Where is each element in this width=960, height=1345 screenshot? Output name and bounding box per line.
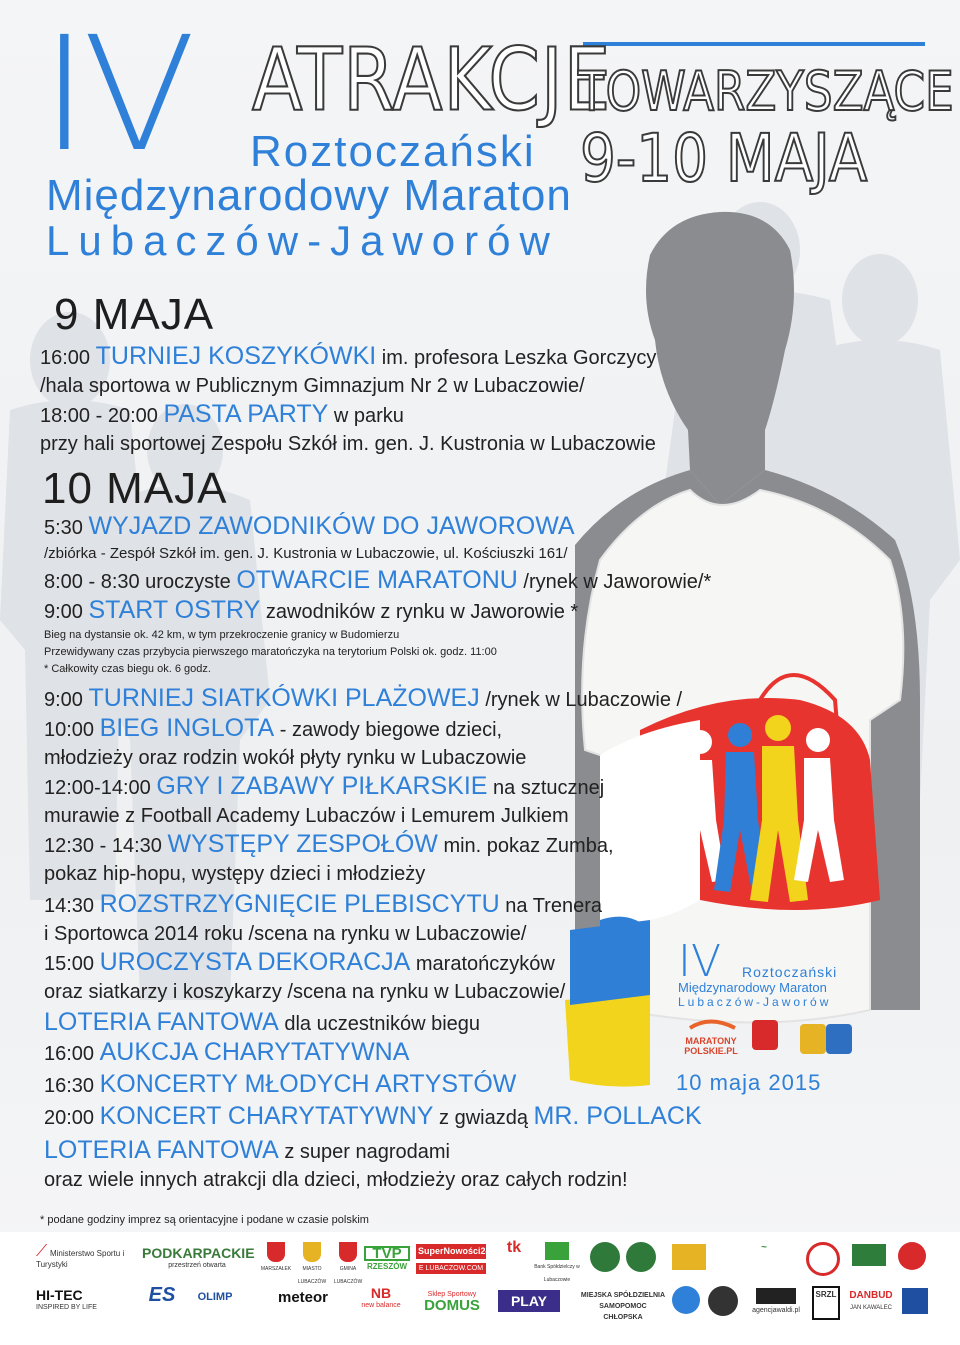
partner-badge-6 xyxy=(898,1242,926,1270)
race-note: Bieg na dystansie ok. 42 km, w tym przekroczenie granicy w Budomierzu xyxy=(44,629,400,641)
shirt-line1: Roztoczański xyxy=(742,964,838,980)
hitec-logo: HI-TEC INSPIRED BY LIFE xyxy=(36,1287,97,1311)
schedule-line: i Sportowca 2014 roku /scena na rynku w Lubaczowie/ xyxy=(44,923,527,945)
partner-badge-1 xyxy=(590,1242,620,1272)
schedule-line: 20:00 KONCERT CHARYTATYWNY z gwiazdą MR. POLLACK xyxy=(44,1102,702,1130)
ukraine-ribbon-yellow xyxy=(565,990,650,1087)
schedule-line: 16:00 TURNIEJ KOSZYKÓWKI im. profesora Leszka Gorczycy xyxy=(40,342,657,370)
race-note: * Całkowity czas biegu ok. 6 godz. xyxy=(44,663,211,675)
meteor-logo: meteor xyxy=(277,1289,329,1306)
schedule-line: 10:00 BIEG INGLOTA - zawody biegowe dzieci, xyxy=(44,714,503,742)
partner-badge-5 xyxy=(852,1244,886,1266)
maratony-text: MARATONY POLSKIE.PL xyxy=(684,1036,738,1056)
title-atrakcje: ATRAKCJE xyxy=(252,30,612,131)
schedule-line: pokaz hip-hopu, występy dzieci i młodzieży xyxy=(44,863,426,885)
es-logo: ES xyxy=(148,1284,176,1306)
partner-badge-8 xyxy=(708,1286,738,1316)
tvp-rzeszow-logo: TVP RZESZÓW xyxy=(364,1246,410,1272)
schedule-line: /zbiórka - Zespół Szkół im. gen. J. Kustronia w Lubaczowie, ul. Kościuszki 161/ xyxy=(44,545,568,562)
schedule-line: 12:00-14:00 GRY I ZABAWY PIŁKARSKIE na sztucznej xyxy=(44,772,605,800)
schedule-line: 12:30 - 14:30 WYSTĘPY ZESPOŁÓW min. pokaz Zumba, xyxy=(44,830,614,858)
schedule-line: 5:30 WYJAZD ZAWODNIKÓW DO JAWOROWA xyxy=(44,512,575,540)
event-dates: 9-10 MAJA xyxy=(580,120,868,197)
title-towarzyszace: TOWARZYSZĄCE xyxy=(578,60,954,123)
schedule-line: murawie z Football Academy Lubaczów i Lemurem Julkiem xyxy=(44,805,569,827)
bank-logo: Bank Spółdzielczy w Lubaczowie xyxy=(532,1242,582,1286)
schedule-line: LOTERIA FANTOWA z super nagrodami xyxy=(44,1136,450,1164)
schedule-line: 16:00 AUKCJA CHARYTATYWNA xyxy=(44,1038,410,1066)
coat-of-arms-badges xyxy=(752,1020,852,1054)
partner-badge-2 xyxy=(626,1242,656,1272)
shirt-edition: IV xyxy=(678,936,722,987)
partner-badge-3 xyxy=(672,1244,706,1270)
schedule-line: 9:00 TURNIEJ SIATKÓWKI PLAŻOWEJ /rynek w Lubaczowie / xyxy=(44,684,683,712)
schedule-line: 16:30 KONCERTY MŁODYCH ARTYSTÓW xyxy=(44,1070,517,1098)
schedule-line: 15:00 UROCZYSTA DEKORACJA maratończyków xyxy=(44,948,555,976)
danbud-logo: DANBUD JAN KAWALEC xyxy=(849,1290,893,1311)
day2-title: 10 MAJA xyxy=(42,464,228,513)
play-logo: PLAY xyxy=(498,1290,560,1312)
srzl-logo: SRZL xyxy=(812,1286,840,1320)
footnote: * podane godziny imprez są orientacyjne i podane w czasie polskim xyxy=(40,1214,369,1226)
schedule-line: młodzieży oraz rodzin wokół płyty rynku w Lubaczowie xyxy=(44,747,527,769)
newbalance-logo: NB new balance xyxy=(361,1285,401,1309)
sponsor-strip xyxy=(0,1232,960,1345)
event-name-line3: Lubaczów-Jaworów xyxy=(46,217,559,264)
mecenas-logo: ~ xyxy=(761,1242,767,1253)
podkarpackie-logo: PODKARPACKIE przestrzeń otwarta xyxy=(142,1245,255,1269)
agency-logo: agencjawaldi.pl xyxy=(744,1288,808,1316)
shirt-line2: Międzynarodowy Maraton xyxy=(678,980,827,995)
partner-badge-7 xyxy=(672,1286,700,1314)
flag-ribbon-white xyxy=(600,720,700,923)
coat-gmina: GMINA LUBACZÓW xyxy=(330,1242,366,1288)
schedule-line: 14:30 ROZSTRZYGNIĘCIE PLEBISCYTU na Trenera xyxy=(44,890,602,918)
coat-miasto: MIASTO LUBACZÓW xyxy=(294,1242,330,1288)
coat-marszalek: MARSZAŁEK xyxy=(258,1242,294,1275)
event-name-line1: Roztoczański xyxy=(250,127,536,176)
msp-logo: MIEJSKA SPÓŁDZIELNIA SAMOPOMOC CHŁOPSKA xyxy=(580,1292,666,1321)
edition-numeral: IV xyxy=(40,3,190,187)
ministry-logo: ⟋ Ministerstwo Sportu i Turystyki xyxy=(36,1243,125,1269)
schedule-line: oraz siatkarzy i koszykarzy /scena na rynku w Lubaczowie/ xyxy=(44,981,566,1003)
day1-title: 9 MAJA xyxy=(54,290,215,339)
schedule-line: /hala sportowa w Publicznym Gimnazjum Nr 2 w Lubaczowie/ xyxy=(40,375,585,397)
header-rule xyxy=(583,42,925,46)
event-name-line2: Międzynarodowy Maraton xyxy=(46,171,572,220)
schedule-line: 8:00 - 8:30 uroczyste OTWARCIE MARATONU /rynek w Jaworowie/* xyxy=(44,566,712,594)
schedule-line: LOTERIA FANTOWA dla uczestników biegu xyxy=(44,1008,481,1036)
partner-badge-4 xyxy=(806,1242,840,1276)
partner-badge-9 xyxy=(902,1288,928,1314)
tk-logo: tk xyxy=(506,1239,522,1256)
schedule-line: 18:00 - 20:00 PASTA PARTY w parku xyxy=(40,400,404,428)
race-note: Przewidywany czas przybycia pierwszego maratończyka na terytorium Polski ok. godz. 11:00 xyxy=(44,646,497,658)
domus-logo: Sklep Sportowy DOMUS xyxy=(424,1291,480,1314)
schedule-line: 9:00 START OSTRY zawodników z rynku w Jaworowie * xyxy=(44,596,579,624)
shirt-date: 10 maja 2015 xyxy=(676,1070,822,1095)
schedule-line: oraz wiele innych atrakcji dla dzieci, młodzieży oraz całych rodzin! xyxy=(44,1169,628,1191)
shirt-line3: Lubaczów-Jaworów xyxy=(678,995,832,1009)
supernowosci-logo: SuperNowości24 E LUBACZOW.COM xyxy=(418,1246,491,1272)
olimp-logo: OLIMP xyxy=(197,1291,233,1303)
schedule-line: przy hali sportowej Zespołu Szkół im. gen. J. Kustronia w Lubaczowie xyxy=(40,433,656,455)
